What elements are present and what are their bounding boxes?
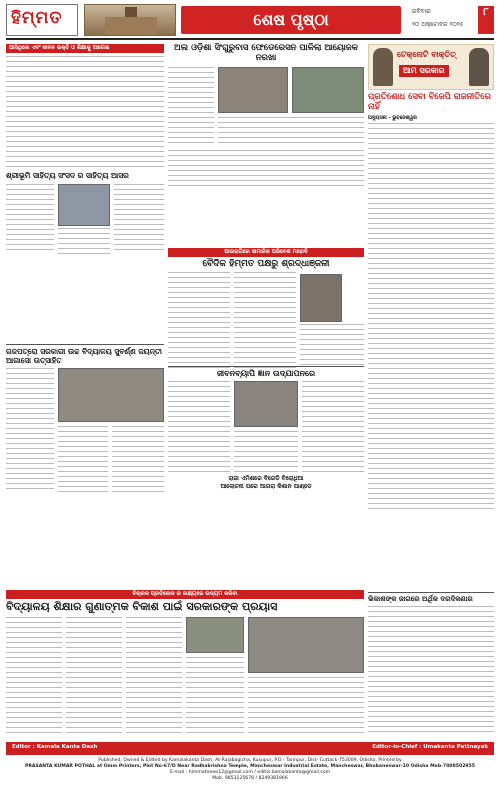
- kicker: ଆସିଥିଲେ ଏବଂ ଜୀବନ ଭକ୍ତି ଓ ଶିକ୍ଷାକୁ ଆଗେଇ: [6, 44, 164, 53]
- text-column: [6, 184, 54, 254]
- text-column: [114, 184, 164, 254]
- ad-line-1: ଟେକ୍ନୋଟି ବାକ୍ତିତ୍: [397, 50, 456, 59]
- logo-text: ହିମ୍ମତ: [11, 8, 63, 28]
- classroom-photo: [186, 617, 244, 653]
- footer: [0, 742, 500, 786]
- bottom-left-story: [6, 590, 364, 733]
- story-headline: ପ୍ରତିଶୋଧ ସେବା ବିଜେପି ରାଜନୀତିରେ ନାହିଁ: [368, 92, 491, 112]
- portrait-image: [373, 48, 393, 86]
- imprint-phone: Mob. 9853125678 / 8249381966: [212, 776, 288, 781]
- ad-line-2: ଆମ ସରକାର: [399, 65, 449, 77]
- top-center-story: [168, 44, 364, 188]
- text-column: [168, 67, 214, 147]
- page-title: ଶେଷ ପୃଷ୍ଠା: [181, 6, 401, 34]
- gathering-photo: [234, 381, 298, 427]
- story-label: ବିଚାରକ ପ୍ରତିଲୋକ ର ଲକ୍ଷ୍ୟରେ ଉଦ୍ୟମ କରିବା: [6, 590, 364, 599]
- school-event-photo: [58, 368, 164, 422]
- story-columns: [6, 368, 164, 492]
- story-headline: ଗଜପତ୍ରୋ ସରକାରୀ ଉଚ୍ଚ ବିଦ୍ୟାଳୟ ସୁବର୍ଣ୍ଣ ଜୟନ୍ତୀ ଆଗାସୋ ଉତ୍ସାହିତ: [6, 347, 162, 365]
- lower-left-story: [6, 344, 164, 492]
- divider: [168, 366, 364, 367]
- group-photo: [218, 67, 288, 113]
- text-column: [234, 431, 298, 473]
- weekday: ରବିବାର: [412, 8, 431, 15]
- story-columns: [168, 381, 364, 473]
- text-column: [300, 324, 364, 368]
- text-column: [112, 426, 164, 492]
- small-headline: ରାଜା ଏମିଶରେ ବିଜେଡି ବିରୋଧିଆ: [228, 475, 304, 483]
- text-column: [66, 617, 122, 733]
- temple-image: [84, 4, 176, 36]
- advertisement[interactable]: [368, 44, 494, 90]
- footer-bar: [6, 742, 494, 755]
- imprint: [8, 758, 492, 782]
- story-columns: [168, 272, 364, 368]
- text-column: [6, 617, 62, 733]
- masthead: [6, 4, 494, 36]
- text-column: [58, 228, 110, 254]
- meeting-photo: [248, 617, 364, 673]
- story-headline: ଶ୍ରୀଭୂମି ସାହିତ୍ୟ ସଂସଦ ର ସାହିତ୍ୟ ଆସର: [6, 171, 129, 180]
- story-body: [368, 606, 494, 736]
- issue-date: ୨୦ ଅକ୍ଟୋବର ୨୦୨୫: [412, 21, 464, 28]
- text-column: [234, 272, 296, 368]
- text-column: [168, 272, 230, 368]
- portrait-photo: [300, 274, 342, 322]
- story-byline: ଅନ୍ୟୁସନା - ଭୁବନେଶ୍ୱର: [368, 114, 417, 121]
- story-body: [168, 150, 364, 188]
- portrait-image: [469, 48, 489, 86]
- story-headline: ଭିକାଶଙ୍କ ଜାଗରେ ଅର୍ଥିକ ଦରଦିକଣାର: [368, 595, 473, 603]
- text-column: [218, 117, 364, 147]
- story-headline: ବିଦ୍ୟାଳୟ ଶିକ୍ଷାର ଗୁଣାତ୍ମକ ବିକାଶ ପାଇଁ ସରକାରଙ୍କ ପ୍ରୟାସ: [6, 600, 278, 613]
- text-column: [58, 426, 108, 492]
- story-body: [6, 56, 164, 168]
- right-column: [368, 44, 494, 513]
- story-columns: [6, 184, 164, 254]
- text-column: [186, 657, 244, 733]
- top-left-story: [6, 44, 164, 254]
- text-column: [6, 368, 54, 492]
- imprint-line: Published, Owned & Edited by Kamalakanta Dash, At-Rajabagicha, Kusupur, P.O.- Tarinpur, Dist- Cuttack-753009, Odisha, Printed by: [98, 758, 402, 763]
- lower-center-story: [168, 366, 364, 491]
- bottom-right-story: [368, 592, 494, 736]
- text-column: [248, 677, 364, 733]
- editor-in-chief-label: Editor-in-Chief : Umakanta Pattnayak: [372, 744, 488, 750]
- editor-label: Editor : Kamala Kanta Dash: [12, 744, 98, 750]
- divider: [368, 592, 494, 593]
- mid-center-story: [168, 248, 364, 368]
- divider: [6, 344, 164, 345]
- page-number: ୮: [478, 6, 494, 34]
- story-columns: [6, 617, 364, 733]
- imprint-email[interactable]: E-mail : himmatnews12@gmail.com / editor.kamalakanta@gmail.com: [169, 770, 331, 775]
- story-body: [368, 123, 494, 513]
- masthead-divider: [6, 38, 494, 40]
- newspaper-logo[interactable]: [6, 4, 78, 36]
- story-headline: ବୈଦିକ ହିମ୍ମତ ପକ୍ଷରୁ ଶ୍ରଦ୍ଧାଞ୍ଜଳୀ: [202, 259, 330, 269]
- text-column: [168, 381, 230, 473]
- section-label: ଆଉରାଗିରେ ସାମାଜିକ ପରିବେଶ ମହୋଦି: [168, 248, 364, 257]
- text-column: [302, 381, 364, 473]
- issue-meta: [408, 4, 494, 36]
- story-columns: [168, 67, 364, 147]
- story-headline: ଜୀବନବ୍ୟାପି ଜ୍ଞାନ ଉଦ୍ଯାପନରେ: [216, 369, 316, 378]
- text-column: [126, 617, 182, 733]
- event-photo: [292, 67, 364, 113]
- imprint-line: PRASANTA KUMAR POTHAL at Omm Printers, Plot No-67/D Near Radhakrishna Temple, Mancheswar Industrial Estate, Mancheswar, Bhubaneswar-10 Odisha Mob-7008502955: [24, 764, 475, 769]
- small-headline: ଆଲୋଚନା ପରେ ଆଗରା କିଶାନ ପାଣ୍ଡେ: [220, 483, 312, 491]
- story-headline: ଅଲ ଓଡ଼ିଶା ସିଂଗୁରୁବାସ ଫେଡେରେସନ ପାଳିଲା ଆୟୋଜକ ନରଖା: [174, 43, 358, 63]
- story-photo: [58, 184, 110, 226]
